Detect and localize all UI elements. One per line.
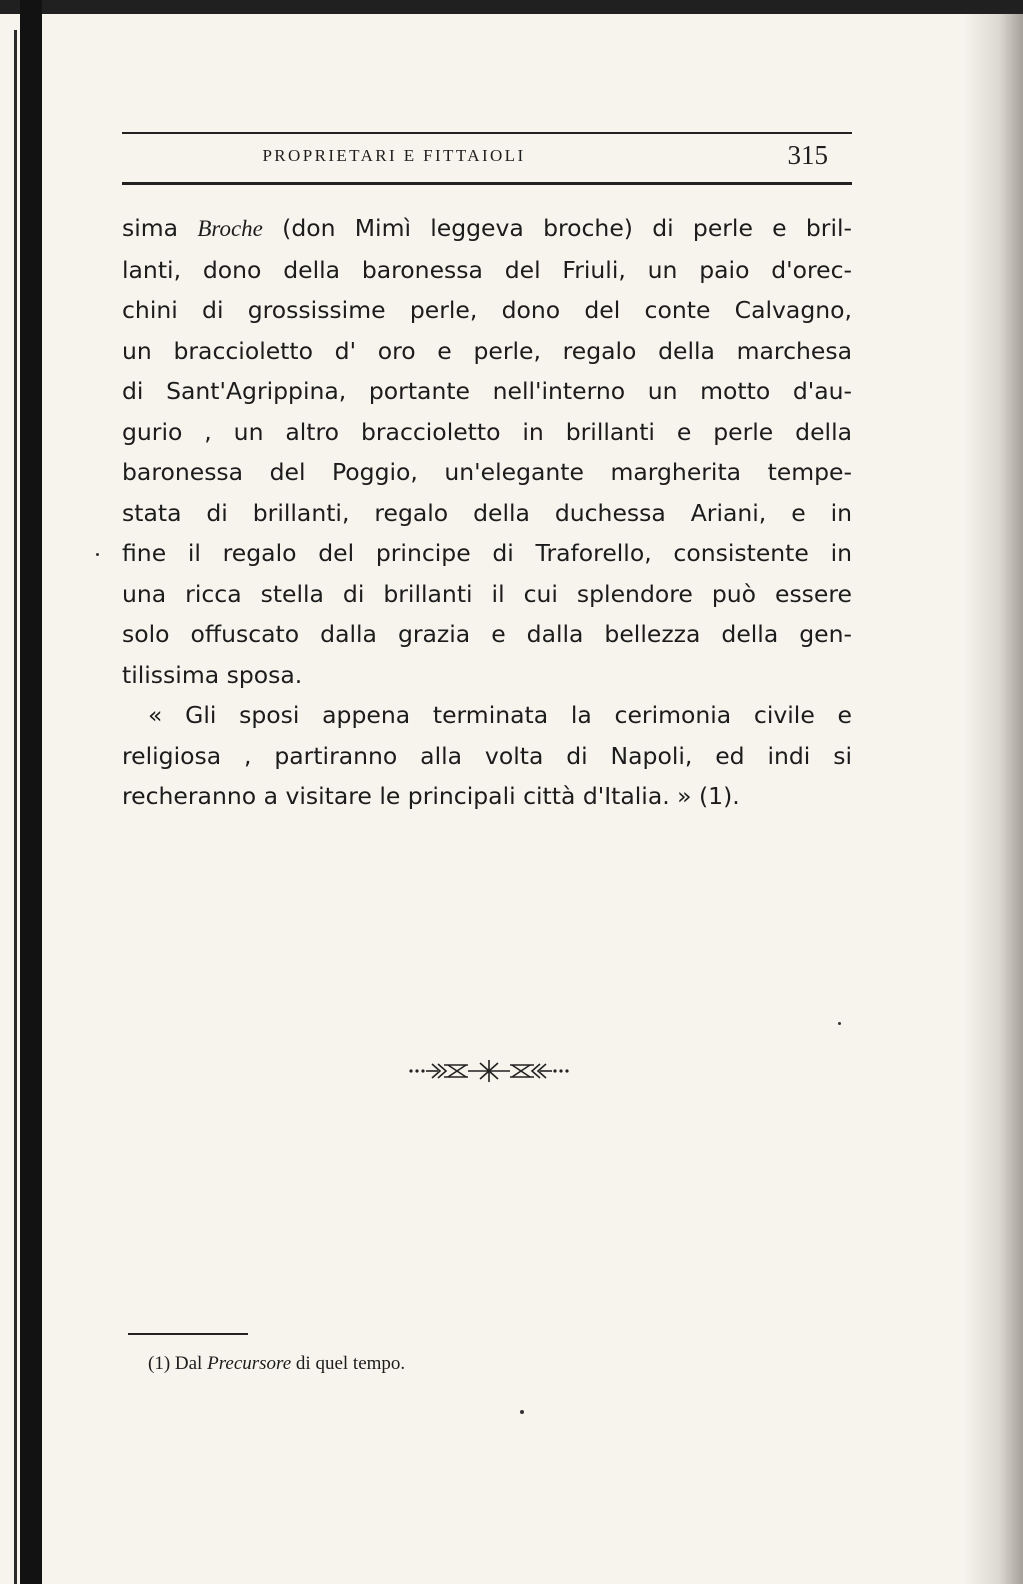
italic-word: Broche (197, 216, 263, 241)
running-head: PROPRIETARI E FITTAIOLI (262, 146, 526, 165)
text-line: recheranno a visitare le principali città d'Italia. » (1). (122, 782, 740, 810)
text-line: stata di brillanti, regalo della duchessa Ariani, e in (122, 498, 852, 527)
page-number: 315 (787, 140, 828, 170)
text-line: fine il regalo del principe di Traforello, consistente in (122, 539, 852, 567)
text-line: gurio , un altro braccioletto in brillanti e perle della (122, 417, 852, 446)
text-line: chini di grossissime perle, dono del conte Calvagno, (122, 296, 852, 324)
text-line: « Gli sposi appena terminata la cerimonia civile e (148, 701, 852, 729)
text-line: baronessa del Poggio, un'elegante margherita tempe- (122, 458, 852, 486)
scan-right-edge (963, 14, 1023, 1584)
text-line: di Sant'Agrippina, portante nell'interno un motto d'au- (122, 377, 852, 405)
text-line: un braccioletto d' oro e perle, regalo della marchesa (122, 336, 852, 365)
text-line: religiosa , partiranno alla volta di Napoli, ed indi si (122, 741, 852, 770)
text-line: lanti, dono della baronessa del Friuli, un paio d'orec- (122, 255, 852, 284)
footnote: (1) Dal Precursore di quel tempo. (148, 1353, 406, 1374)
ornament-divider-icon (408, 1058, 570, 1084)
scan-top-edge (0, 0, 1023, 14)
footnote-rule (128, 1333, 248, 1335)
header-rule-top (122, 132, 852, 134)
header-rule-bottom (122, 182, 852, 185)
footnote-marker: (1) (148, 1353, 171, 1374)
text-line: sima Broche (don Mimì leggeva broche) di perle e bril- (122, 214, 852, 242)
scan-binding-shadow (20, 0, 42, 1584)
body-text (122, 208, 852, 817)
text-line: una ricca stella di brillanti il cui splendore può essere (122, 579, 852, 608)
scan-speck (838, 1022, 841, 1025)
text-line: solo offuscato dalla grazia e dalla bellezza della gen- (122, 620, 852, 648)
footnote-italic: Precursore (207, 1353, 292, 1374)
text-line: tilissima sposa. (122, 660, 303, 689)
scan-speck (520, 1410, 524, 1414)
scan-binding-line (14, 30, 17, 1584)
scan-speck (96, 553, 99, 556)
